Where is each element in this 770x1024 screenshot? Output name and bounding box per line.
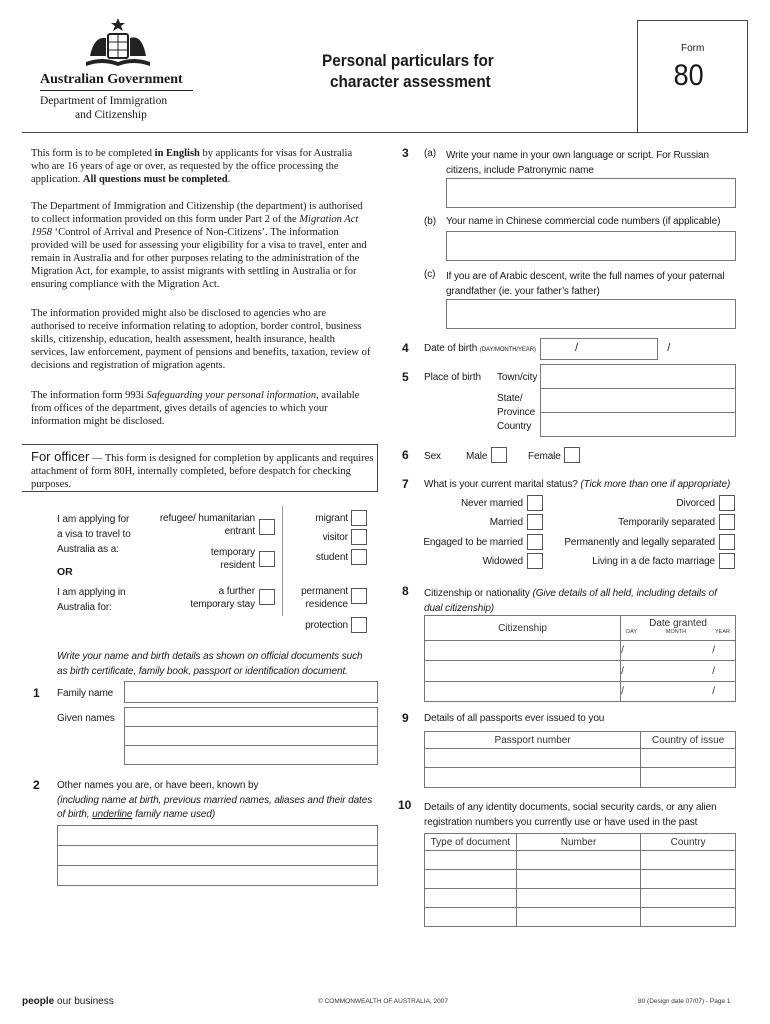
never-married-label: Never married [460, 498, 523, 509]
own-language-name-input[interactable] [446, 178, 736, 208]
citizenship-cell[interactable] [425, 682, 621, 702]
applying-in-label: I am applying in Australia for: [57, 587, 126, 613]
question-10-number: 10 [398, 798, 412, 812]
intro-text: The information form 993i [31, 390, 147, 401]
marital-status-label [424, 479, 730, 490]
type-col-text: Type of document [430, 836, 511, 848]
table-row [425, 641, 736, 661]
country-col-text: Country of issue [651, 734, 725, 746]
passport-number-col-header [425, 732, 641, 749]
de-facto-label: Living in a de facto marriage [592, 556, 715, 567]
date-separators: / / [621, 645, 735, 656]
permanent-residence-checkbox[interactable] [351, 588, 367, 604]
country-col-text: Country [670, 836, 706, 848]
or-label: OR [57, 566, 73, 578]
date-separators: / / [621, 686, 735, 697]
country-cell[interactable] [641, 889, 736, 908]
male-checkbox[interactable] [491, 447, 507, 463]
date-granted-text: Date granted [649, 618, 707, 629]
year-text: YEAR [715, 629, 730, 635]
table-row [425, 908, 736, 927]
date-granted-cell[interactable] [621, 661, 736, 682]
other-names-hint-2 [57, 809, 215, 820]
male-label: Male [466, 451, 488, 462]
table-row [425, 768, 736, 788]
hint-text: family name used) [132, 809, 216, 820]
hint-text: of birth, [57, 809, 93, 820]
type-cell[interactable] [425, 908, 517, 927]
form-label: Form [681, 43, 705, 54]
chinese-code-input[interactable] [446, 231, 736, 261]
temporarily-separated-checkbox[interactable] [719, 514, 735, 530]
day-text: DAY [626, 629, 637, 635]
country-of-issue-cell[interactable] [641, 749, 736, 768]
table-row [425, 870, 736, 889]
intro-text: ‘Control of Arrival and Presence of Non-Citizens’. The information provided will be used for assessing your eligibility for a visa to travel, enter and remain in Australia and for other purposes relating to the administration of the Migration Act, for example, to assist migrants with settling in Australia or for ensuring compliance with the Migration Act. [31, 227, 367, 290]
identity-documents-table [424, 833, 736, 927]
hint-underline: underline [92, 809, 133, 820]
month-text: MONTH [665, 629, 687, 635]
brand-rest: our business [54, 996, 114, 1007]
form-number: 80 [673, 59, 704, 92]
intro-italic: Safeguarding your personal information [146, 390, 317, 401]
q3a-text: Write your name in your own language or script. For Russian citizens, include Patronymic name [446, 150, 709, 176]
department-line-2: and Citizenship [75, 109, 147, 121]
citizenship-text: Citizenship or nationality [424, 588, 533, 599]
town-city-label: Town/city [497, 372, 538, 383]
question-9-number: 9 [402, 711, 409, 725]
footer-brand [22, 996, 114, 1007]
given-names-label: Given names [57, 713, 115, 724]
state-province-input[interactable] [540, 388, 736, 413]
intro-paragraph-1 [31, 147, 371, 186]
intro-text: , available from offices of the department, gives details of agencies to which your information might be disclosed. [31, 390, 360, 427]
migrant-checkbox[interactable] [351, 510, 367, 526]
intro-text: The Department of Immigration and Citizenship (the department) is authorised to collect information provided on this form under Part 2 of the [31, 201, 363, 225]
paternal-grandfather-input[interactable] [446, 299, 736, 329]
passports-table [424, 731, 736, 788]
temporarily-separated-label: Temporarily separated [618, 517, 715, 528]
given-names-input-3[interactable] [124, 745, 378, 765]
marital-hint: (Tick more than one if appropriate) [580, 479, 731, 490]
number-cell[interactable] [516, 889, 641, 908]
q3c-label: (c) [424, 269, 436, 280]
dob-separators: / / [575, 342, 691, 354]
table-row [425, 889, 736, 908]
type-col-header [425, 834, 517, 851]
country-cell[interactable] [641, 851, 736, 870]
question-4-number: 4 [402, 341, 409, 355]
header-divider [22, 132, 748, 133]
citizenship-hint: (Give details of all held, including details of dual citizenship) [424, 588, 717, 614]
intro-emphasis: All questions must be completed [82, 174, 228, 185]
coat-of-arms-icon [82, 16, 154, 72]
never-married-checkbox[interactable] [527, 495, 543, 511]
permanent-residence-label: permanent residence [301, 586, 348, 610]
date-granted-cell[interactable] [621, 682, 736, 702]
country-cell[interactable] [641, 908, 736, 927]
dob-text: Date of birth [424, 343, 478, 354]
other-names-input-3[interactable] [57, 865, 378, 886]
number-cell[interactable] [516, 870, 641, 889]
widowed-checkbox[interactable] [527, 553, 543, 569]
country-of-issue-cell[interactable] [641, 768, 736, 788]
number-col-header [516, 834, 641, 851]
visitor-label: visitor [322, 532, 348, 543]
temporary-resident-checkbox[interactable] [259, 551, 275, 567]
table-row [425, 851, 736, 870]
intro-paragraph-2 [31, 200, 371, 291]
town-city-input[interactable] [540, 364, 736, 389]
q3b-text: Your name in Chinese commercial code numbers (if applicable) [446, 216, 721, 227]
date-of-birth-label [424, 343, 536, 354]
student-label: student [315, 552, 348, 563]
government-name: Australian Government [40, 72, 183, 87]
intro-text: by applicants for visas for Australia who are 16 years of age or over, as requested by the office processing the application. [31, 148, 353, 185]
question-7-number: 7 [402, 477, 409, 491]
intro-text: This form is to be completed [31, 148, 155, 159]
married-label: Married [489, 517, 523, 528]
date-parts [621, 629, 735, 635]
header-divider-small [40, 90, 193, 91]
country-of-birth-input[interactable] [540, 412, 736, 437]
footer-page: 80 (Design date 07/07) - Page 1 [638, 998, 731, 1005]
question-5-number: 5 [402, 370, 409, 384]
applying-travel-label: I am applying for a visa to travel to Australia as a: [57, 514, 131, 555]
engaged-label: Engaged to be married [423, 537, 523, 548]
date-separators: / / [621, 665, 735, 677]
date-granted-cell[interactable] [621, 641, 736, 661]
family-name-label: Family name [57, 688, 114, 699]
female-label: Female [528, 451, 561, 462]
intro-italic: Migration Act 1958 [31, 214, 359, 238]
question-1-number: 1 [33, 686, 40, 700]
further-temporary-stay-label: a further temporary stay [190, 586, 255, 610]
citizenship-table [424, 615, 736, 702]
officer-divider [282, 506, 283, 616]
brand-bold: people [22, 996, 55, 1007]
question-2-number: 2 [33, 778, 40, 792]
country-cell[interactable] [641, 870, 736, 889]
citizenship-label [424, 586, 734, 616]
table-row [425, 749, 736, 768]
student-checkbox[interactable] [351, 549, 367, 565]
married-checkbox[interactable] [527, 514, 543, 530]
state-province-label: State/ Province [497, 393, 536, 418]
identity-documents-label: Details of any identity documents, social security cards, or any alien registration numbers you currently use or have used in the past [424, 802, 717, 828]
intro-paragraph-3: The information provided might also be disclosed to agencies who are authorised to receive information relating to adoption, border control, business skills, citizenship, education, health assessment, health insurance, health services, law enforcement, payment of pensions and benefits, taxation, review of decisions and registration of migration agents. [31, 308, 371, 371]
question-6-number: 6 [402, 448, 409, 462]
officer-text: — This form is designed for completion by applicants and requires attachment of form 80H, internally completed, before despatch for checking purposes. [31, 453, 374, 490]
number-col-text: Number [560, 836, 597, 848]
given-names-input-1[interactable] [124, 707, 378, 727]
number-cell[interactable] [516, 851, 641, 870]
passport-col-text: Passport number [494, 734, 571, 746]
type-cell[interactable] [425, 851, 517, 870]
engaged-checkbox[interactable] [527, 534, 543, 550]
further-temporary-stay-checkbox[interactable] [259, 589, 275, 605]
female-checkbox[interactable] [564, 447, 580, 463]
protection-checkbox[interactable] [351, 617, 367, 633]
citizenship-col-header [425, 616, 621, 641]
number-cell[interactable] [516, 908, 641, 927]
other-names-input-1[interactable] [57, 825, 378, 846]
table-row [425, 661, 736, 682]
type-cell[interactable] [425, 889, 517, 908]
refugee-label: refugee/ humanitarian entrant [159, 513, 255, 537]
migrant-label: migrant [315, 513, 348, 524]
footer-copyright: © COMMONWEALTH OF AUSTRALIA, 2007 [318, 998, 448, 1005]
permanently-separated-label: Permanently and legally separated [564, 537, 715, 548]
form-title-line-2: character assessment [330, 72, 491, 91]
family-name-input[interactable] [124, 681, 378, 703]
q3a-label: (a) [424, 148, 436, 159]
country-col-header [641, 834, 736, 851]
intro-emphasis: in English [154, 148, 200, 159]
q3c-text: If you are of Arabic descent, write the full names of your paternal grandfather (ie. your father’s father) [446, 271, 725, 297]
other-names-label: Other names you are, or have been, known by [57, 780, 259, 791]
divorced-label: Divorced [676, 498, 715, 509]
question-3-number: 3 [402, 146, 409, 160]
divorced-checkbox[interactable] [719, 495, 735, 511]
permanently-separated-checkbox[interactable] [719, 534, 735, 550]
date-of-birth-input[interactable] [540, 338, 691, 360]
department-line-1: Department of Immigration [40, 95, 168, 107]
citizenship-col-text: Citizenship [498, 622, 547, 634]
officer-notice [31, 450, 376, 491]
visitor-checkbox[interactable] [351, 529, 367, 545]
other-names-hint-1: (including name at birth, previous married names, aliases and their dates [57, 795, 373, 806]
protection-label: protection [305, 620, 348, 631]
intro-text: . [227, 174, 231, 185]
officer-heading: For officer [31, 449, 90, 464]
question-8-number: 8 [402, 584, 409, 598]
widowed-label: Widowed [482, 556, 523, 567]
de-facto-checkbox[interactable] [719, 553, 735, 569]
country-of-issue-col-header [641, 732, 736, 749]
place-of-birth-label: Place of birth [424, 372, 481, 383]
passport-number-cell[interactable] [425, 749, 641, 768]
citizenship-cell[interactable] [425, 641, 621, 661]
table-row [425, 682, 736, 702]
dob-hint: (DAY/MONTH/YEAR) [479, 347, 536, 353]
sex-label: Sex [424, 451, 441, 462]
q3b-label: (b) [424, 216, 436, 227]
temporary-resident-label: temporary resident [210, 547, 255, 571]
date-granted-col-header [621, 616, 736, 641]
other-names-input-2[interactable] [57, 845, 378, 866]
intro-paragraph-4 [31, 389, 371, 428]
type-cell[interactable] [425, 870, 517, 889]
refugee-checkbox[interactable] [259, 519, 275, 535]
country-of-birth-label: Country [497, 421, 532, 432]
marital-text: What is your current marital status? [424, 479, 581, 490]
name-instruction: Write your name and birth details as shown on official documents such as birth certificate, family book, passport or identification document. [57, 651, 363, 677]
form-title-line-1: Personal particulars for [322, 51, 494, 70]
passport-number-cell[interactable] [425, 768, 641, 788]
passports-label: Details of all passports ever issued to you [424, 713, 605, 724]
given-names-input-2[interactable] [124, 726, 378, 746]
form-number-box [637, 20, 748, 132]
citizenship-cell[interactable] [425, 661, 621, 682]
